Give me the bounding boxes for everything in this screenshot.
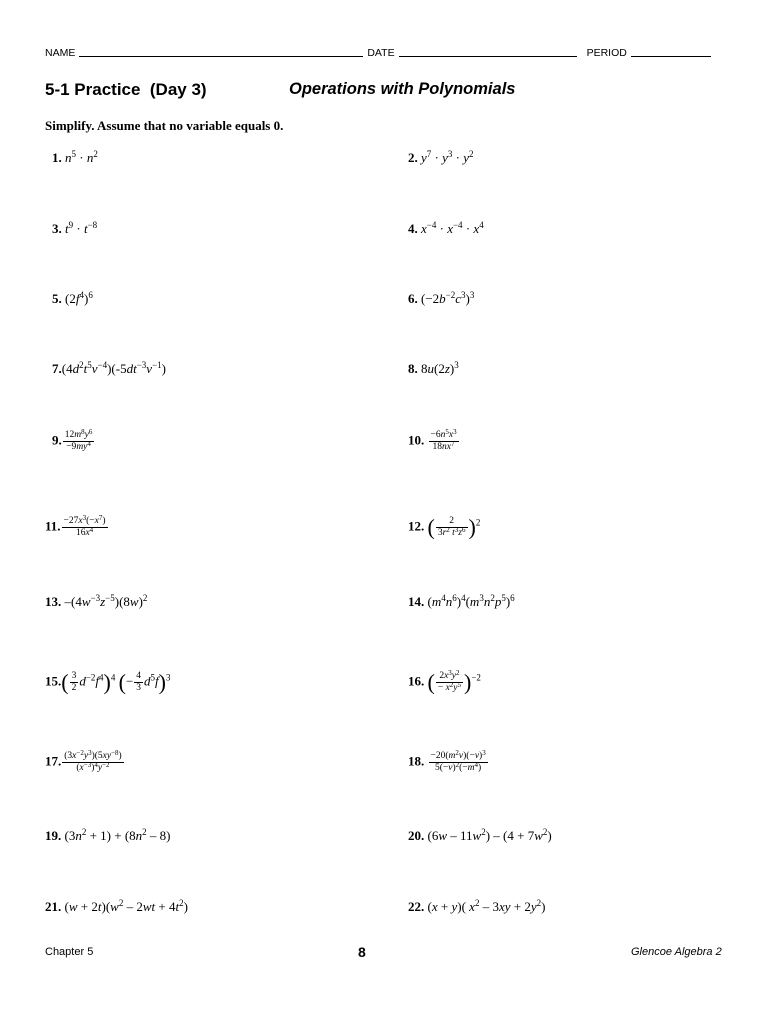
problem-14: 14. $(m^4n^6)^4(m^3n^2p^5)^6$ xyxy=(408,593,515,609)
problem-2: 2. $y^7 \cdot y^3 \cdot y^2$ xyxy=(408,149,474,165)
problem-number: 17. xyxy=(45,753,62,769)
name-label: NAME xyxy=(45,47,76,59)
problem-11: 11. $\frac{-27x^3(-x^7)}{16x^4}$ xyxy=(45,514,106,538)
problem-number: 22. xyxy=(408,899,425,914)
problem-number: 4. xyxy=(408,221,418,236)
problem-7: $7.(4d^2t^5v^{-4})(-5dt^{-3}v^{-1})$ xyxy=(52,360,166,376)
problem-number: 16. xyxy=(408,673,425,689)
problem-number: 1. xyxy=(52,150,62,165)
problem-20: 20. $(6w - 11w^2) - (4 + 7w^2)$ xyxy=(408,827,552,843)
problem-9: 9. $\frac{12m^8y^6}{-9my^4}$ xyxy=(52,428,93,452)
problem-15: 15.( $\frac{3}{2}$ $d^{-2}f^4)^4$ (− $\frac{4}{3}$ $d^5f)^3$ xyxy=(45,669,171,695)
problem-number: 6. xyxy=(408,291,418,306)
problem-number: 15. xyxy=(45,673,62,689)
problem-number: 20. xyxy=(408,828,425,843)
problem-number: 13. xyxy=(45,594,62,609)
problem-22: 22. (x + y)( $x^2 - 3xy + 2y^2$) xyxy=(408,898,546,914)
instructions: Simplify. Assume that no variable equals 0. xyxy=(45,118,284,133)
problem-13: 13. $-(4w^{-3}z^{-5})(8w)^2$ xyxy=(45,593,148,609)
problem-number: 5. xyxy=(52,291,62,306)
footer-chapter: Chapter 5 xyxy=(45,946,94,958)
problem-19: 19. $(3n^2 + 1) + (8n^2 - 8)$ xyxy=(45,827,171,843)
problem-17: 17. $\frac{(3x^{-2}y^3)(5xy^{-8})}{(x^{-3})^4y^{-2}}$ xyxy=(45,749,122,773)
problem-number: 12. xyxy=(408,518,425,534)
problem-12: 12. ( $\frac{2}{3r^2 t^3z^6}$ )$^2$ xyxy=(408,514,481,540)
problem-number: 3. xyxy=(52,221,62,236)
problem-number: 18. xyxy=(408,753,425,769)
problem-number: 10. xyxy=(408,432,425,448)
problem-10: 10. $\frac{-6n^5x^3}{18nx^7}$ xyxy=(408,428,457,452)
date-blank[interactable] xyxy=(399,46,577,57)
worksheet-header xyxy=(45,46,725,59)
problem-number: 8. xyxy=(408,361,418,376)
period-label: PERIOD xyxy=(586,47,627,59)
problem-3: 3. $t^9 \cdot t^{-8}$ xyxy=(52,220,98,236)
problem-number: 11. xyxy=(45,518,61,534)
problem-6: 6. $(-2b^{-2}c^3)^3$ xyxy=(408,290,475,306)
problem-21: 21. $(w + 2t)(w^2 - 2wt + 4t^2)$ xyxy=(45,898,188,914)
name-blank[interactable] xyxy=(79,46,363,57)
problem-1: 1. $n^5 \cdot n^2$ xyxy=(52,149,98,165)
problem-number: 14. xyxy=(408,594,425,609)
problem-16: 16. ( $\frac{2x^3y^2}{- x^2y^5}$ )$^{-2}$ xyxy=(408,669,481,695)
problem-number: 21. xyxy=(45,899,62,914)
page-title: 5-1 Practice (Day 3) xyxy=(45,80,207,99)
problem-number: 7. xyxy=(52,361,62,376)
problem-18: 18. $\frac{-20(m^2v)(-v)^3}{5(-v)^2(-m^4)}$ xyxy=(408,749,486,773)
page-subtitle: Operations with Polynomials xyxy=(289,80,516,98)
problem-4: 4. $x^{-4} \cdot x^{-4} \cdot x^4$ xyxy=(408,220,484,236)
problem-number: 2. xyxy=(408,150,418,165)
problem-number: 19. xyxy=(45,828,62,843)
problem-number: 9. xyxy=(52,432,62,448)
problem-5: 5. $(2f^4)^6$ xyxy=(52,290,93,306)
footer-publisher: Glencoe Algebra 2 xyxy=(631,946,722,958)
page-number: 8 xyxy=(358,944,366,960)
problem-8: 8. $8u(2z)^3$ xyxy=(408,360,459,376)
period-blank[interactable] xyxy=(631,46,711,57)
date-label: DATE xyxy=(367,47,395,59)
